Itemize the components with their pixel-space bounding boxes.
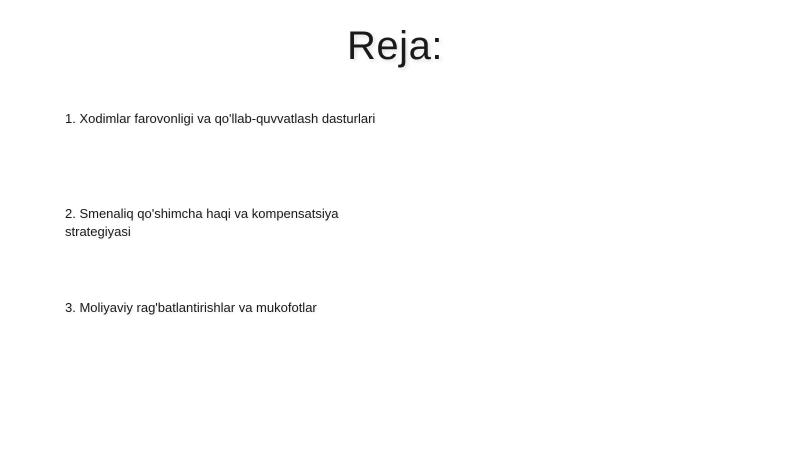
slide-title: Reja: — [347, 24, 443, 68]
agenda-item-1: 1. Xodimlar farovonligi va qo'llab-quvvatlash dasturlari — [65, 111, 376, 126]
agenda-item-3: 3. Moliyaviy rag'batlantirishlar va mukofotlar — [65, 300, 317, 315]
agenda-item-2: 2. Smenaliq qo'shimcha haqi va kompensatsiya strategiyasi — [65, 206, 339, 239]
